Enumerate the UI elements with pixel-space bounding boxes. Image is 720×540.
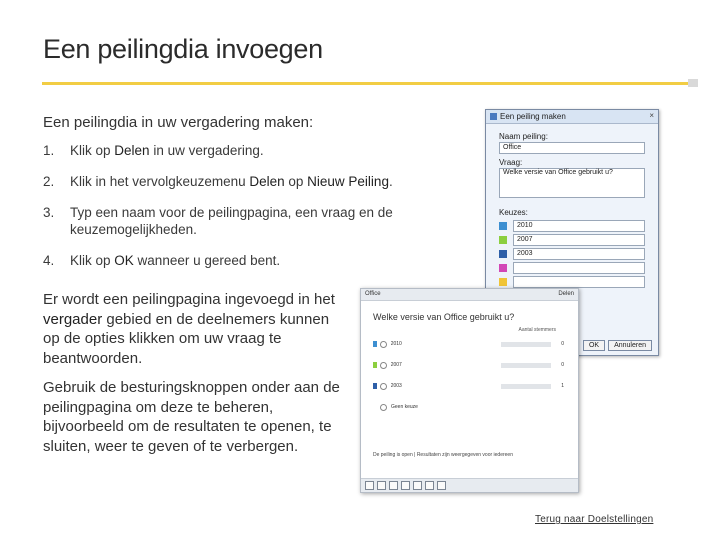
choice-field[interactable]: [513, 262, 645, 274]
choice-field[interactable]: 2003: [513, 248, 645, 260]
option-color-marker: [373, 362, 377, 368]
intro-text: Een peilingdia in uw vergadering maken:: [43, 114, 314, 131]
open-poll-icon[interactable]: [365, 481, 374, 490]
paragraph-keyword: vergader: [43, 310, 103, 328]
poll-tab-bar: [361, 289, 578, 301]
votes-header: Aantal stemmers: [518, 327, 556, 333]
choice-field[interactable]: 2007: [513, 234, 645, 246]
choice-row: [499, 220, 645, 231]
result-count: 1: [561, 383, 564, 389]
title-underline: [42, 82, 698, 85]
step-text: wanneer u gereed bent.: [133, 253, 281, 268]
choice-row: [499, 234, 645, 245]
step-text: in uw vergadering.: [149, 143, 264, 158]
poll-status-text: De peiling is open | Resultaten zijn weergegeven voor iedereen: [373, 452, 513, 458]
result-count: 0: [561, 362, 564, 368]
option-color-marker: [373, 404, 377, 410]
share-menu[interactable]: Delen: [558, 291, 574, 297]
question-label: Vraag:: [499, 158, 523, 167]
paragraph-text: gebied en de deelnemers kunnen op de opties klikken om uw vraag te beantwoorden.: [43, 310, 330, 367]
app-icon: [490, 113, 497, 120]
choice-color-swatch: [499, 264, 507, 272]
result-count: 0: [561, 341, 564, 347]
step-1: [43, 142, 443, 159]
choice-row: [499, 248, 645, 259]
step-text: Klik op: [70, 253, 115, 268]
poll-tab[interactable]: Office: [365, 291, 381, 297]
option-radio[interactable]: [380, 341, 387, 348]
poll-page-screenshot: [360, 288, 579, 493]
dialog-title: Een peiling maken: [500, 112, 566, 121]
choice-color-swatch: [499, 236, 507, 244]
option-label: 2007: [390, 362, 402, 368]
close-poll-icon[interactable]: [377, 481, 386, 490]
choice-color-swatch: [499, 222, 507, 230]
step-2: [43, 173, 443, 190]
option-color-marker: [373, 341, 377, 347]
step-number: 4.: [43, 253, 55, 268]
choice-color-swatch: [499, 278, 507, 286]
close-icon[interactable]: ×: [649, 111, 654, 120]
step-keyword: OK: [114, 253, 134, 268]
step-number: 3.: [43, 205, 55, 220]
step-text: Klik in het vervolgkeuzemenu: [70, 174, 250, 189]
dialog-titlebar: [486, 110, 658, 124]
option-color-marker: [373, 383, 377, 389]
step-number: 1.: [43, 143, 55, 158]
paragraph-text: Er wordt een peilingpagina ingevoegd in het: [43, 291, 335, 308]
step-keyword: Nieuw Peiling: [307, 174, 389, 189]
option-label: Geen keuze: [391, 404, 418, 410]
result-bar: [501, 384, 551, 389]
option-label: 2003: [390, 383, 402, 389]
choice-field[interactable]: [513, 276, 645, 288]
choices-label: Keuzes:: [499, 208, 528, 217]
hide-results-icon[interactable]: [401, 481, 410, 490]
poll-control-toolbar: [361, 478, 578, 492]
result-bar: [501, 342, 551, 347]
choice-row: [499, 276, 645, 287]
poll-name-field[interactable]: Office: [499, 142, 645, 154]
option-radio[interactable]: [380, 383, 387, 390]
result-bar: [501, 363, 551, 368]
show-results-icon[interactable]: [389, 481, 398, 490]
option-radio[interactable]: [380, 362, 387, 369]
question-field[interactable]: Welke versie van Office gebruikt u?: [499, 168, 645, 198]
step-number: 2.: [43, 174, 55, 189]
choice-color-swatch: [499, 250, 507, 258]
step-keyword: Delen: [249, 174, 285, 189]
step-4: [43, 252, 443, 269]
option-label: 2010: [390, 341, 402, 347]
title-underline-end: [688, 79, 698, 87]
step-text: .: [388, 174, 393, 189]
choice-row: [499, 262, 645, 273]
controls-paragraph: Gebruik de besturingsknoppen onder aan de peilingpagina om deze te beheren, bijvoorbeeld om de resultaten te openen, te sluiten, weer te geven of te verbergen.: [43, 379, 340, 455]
dialog-buttons: [583, 340, 652, 351]
step-3: [43, 204, 443, 238]
poll-option[interactable]: [373, 339, 564, 349]
step-text: op: [284, 174, 308, 189]
ok-button[interactable]: OK: [583, 340, 605, 351]
save-icon[interactable]: [437, 481, 446, 490]
poll-name-label: Naam peiling:: [499, 132, 548, 141]
choice-field[interactable]: 2010: [513, 220, 645, 232]
option-radio[interactable]: [380, 404, 387, 411]
back-to-objectives-link[interactable]: Terug naar Doelstellingen: [535, 514, 654, 525]
page-title: Een peilingdia invoegen: [43, 34, 323, 64]
poll-option[interactable]: [373, 381, 564, 391]
step-text: Klik op: [70, 143, 115, 158]
step-text: Typ een naam voor de peilingpagina, een vraag en de keuzemogelijkheden.: [70, 205, 393, 237]
steps-list: [43, 142, 443, 283]
poll-question: Welke versie van Office gebruikt u?: [373, 312, 515, 322]
poll-option[interactable]: [373, 360, 564, 370]
poll-option-none[interactable]: [373, 402, 564, 412]
step-keyword: Delen: [114, 143, 150, 158]
clear-icon[interactable]: [413, 481, 422, 490]
edit-icon[interactable]: [425, 481, 434, 490]
poll-inserted-paragraph: [43, 290, 343, 368]
cancel-button[interactable]: Annuleren: [608, 340, 652, 351]
